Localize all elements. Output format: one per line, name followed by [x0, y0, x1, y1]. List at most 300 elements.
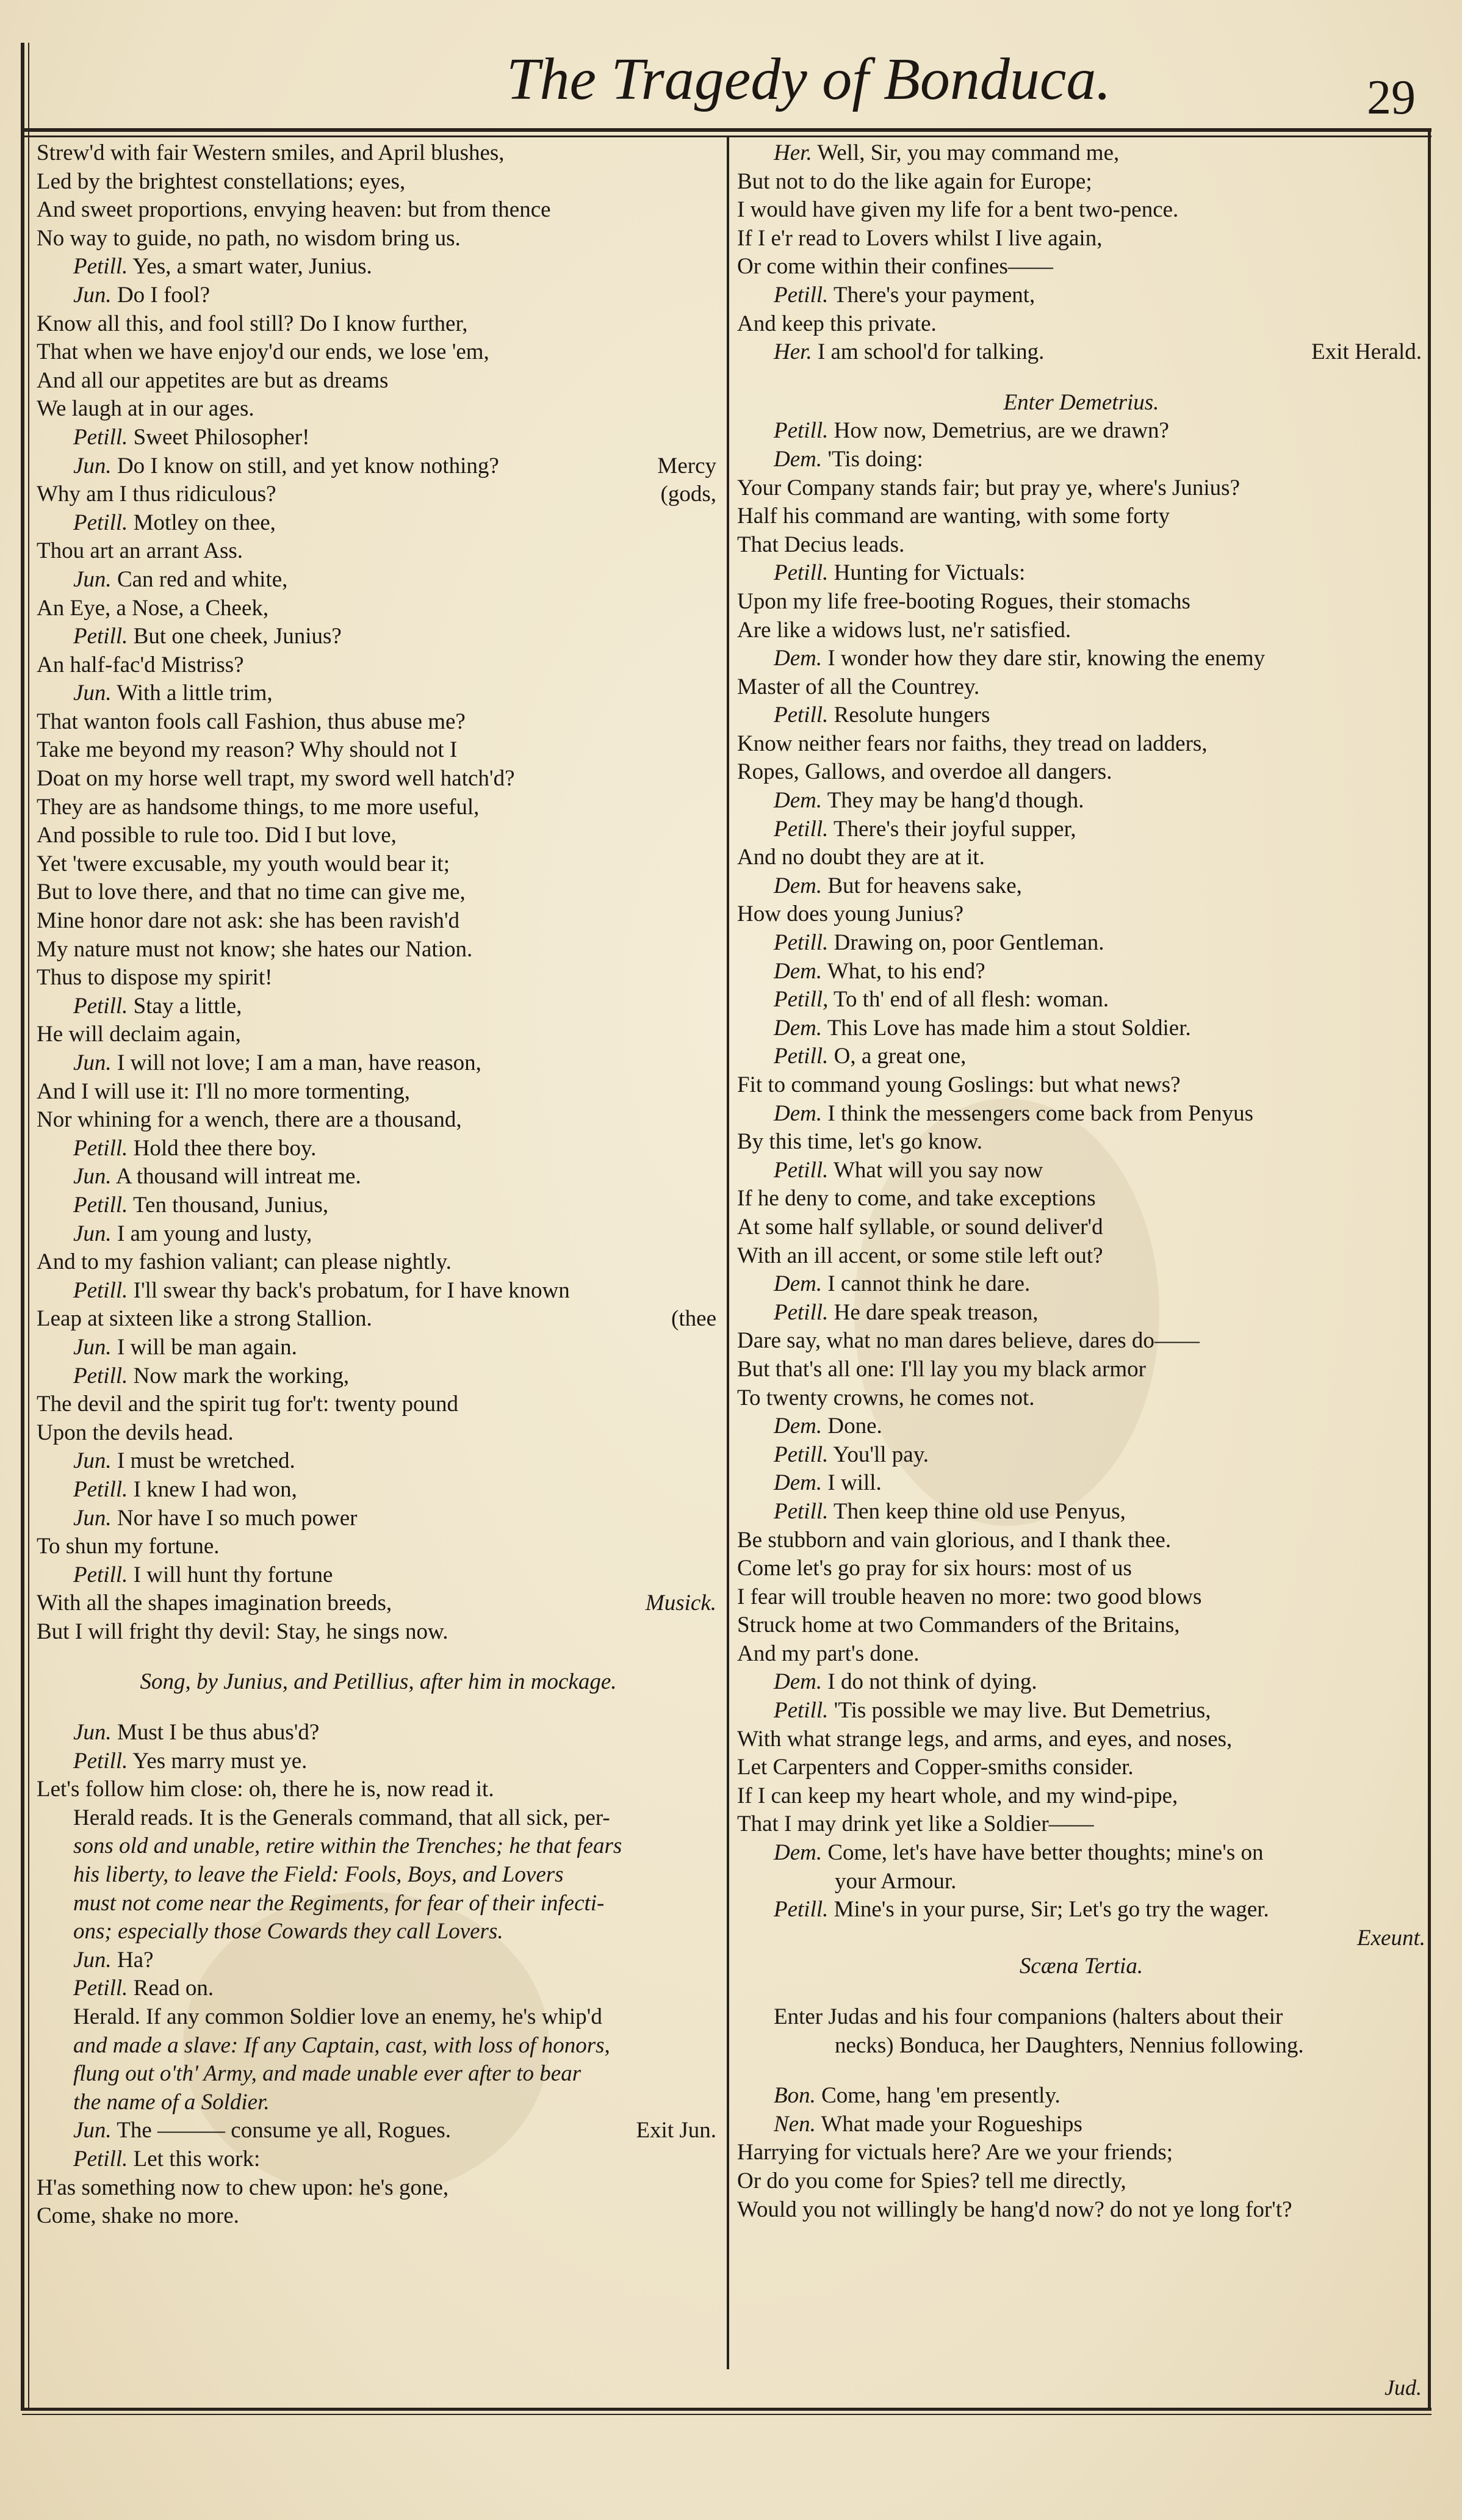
text-line — [737, 281, 1425, 310]
speaker-name: Petill. — [73, 1748, 128, 1774]
speaker-name: Jun. — [73, 453, 112, 478]
speaker-name: Jun. — [73, 1947, 112, 1973]
line-text: I would have given my life for a bent two-pence. — [737, 197, 1179, 223]
line-text: Ten thousand, Junius, — [133, 1192, 329, 1218]
line-text: But to love there, and that no time can give me, — [37, 879, 466, 905]
line-text: Would you not willingly be hang'd now? do not ye long for't? — [737, 2197, 1292, 2222]
text-line — [737, 2139, 1425, 2167]
text-line — [737, 1042, 1425, 1071]
speaker-name: Petill. — [774, 1157, 829, 1183]
text-line — [737, 2110, 1425, 2139]
line-gap — [37, 1697, 720, 1719]
text-line — [737, 758, 1425, 787]
text-line — [37, 1832, 720, 1861]
line-text: To shun my fortune. — [37, 1534, 220, 1559]
text-line — [37, 1861, 720, 1890]
speaker-name: Petill. — [774, 418, 829, 444]
line-text: But for heavens sake, — [827, 873, 1022, 898]
speaker-name: Petill. — [73, 2146, 128, 2172]
text-line — [37, 1719, 720, 1747]
line-text: And keep this private. — [737, 311, 937, 336]
line-text: I will. — [827, 1470, 882, 1496]
speaker-name: Dem. — [774, 958, 823, 984]
text-line — [737, 2167, 1425, 2196]
speaker-name: Jun. — [73, 1448, 112, 1474]
text-line — [37, 2117, 720, 2145]
line-gap — [737, 1981, 1425, 2003]
text-line — [37, 1974, 720, 2003]
line-text: Now mark the working, — [133, 1363, 350, 1388]
line-text: I'll swear thy back's probatum, for I have known — [133, 1277, 570, 1303]
text-line — [37, 1946, 720, 1975]
speaker-name: Jun. — [73, 681, 112, 706]
speaker-name: Petill. — [774, 282, 829, 308]
line-text: Yes marry must ye. — [132, 1748, 308, 1774]
text-line — [37, 623, 720, 651]
text-line — [37, 936, 720, 964]
text-line — [737, 1299, 1425, 1327]
line-text: Yes, a smart water, Junius. — [132, 254, 372, 280]
text-line — [737, 1668, 1425, 1697]
text-line — [737, 815, 1425, 844]
text-line — [37, 1220, 720, 1249]
speaker-name: Dem. — [774, 1840, 823, 1866]
speaker-name: Jun. — [73, 1050, 112, 1075]
text-line — [737, 2196, 1425, 2225]
line-text: And to my fashion valiant; can please nightly. — [37, 1249, 452, 1275]
line-text: My nature must not know; she hates our Nation. — [37, 936, 473, 962]
text-line — [737, 225, 1425, 253]
speaker-name: Dem. — [774, 1669, 823, 1695]
line-text: Nor whining for a wench, there are a thousand, — [37, 1107, 462, 1133]
line-text: Led by the brightest constellations; eyes, — [37, 168, 406, 194]
speaker-name: Dem. — [774, 788, 823, 814]
text-line — [737, 1952, 1425, 1981]
text-line — [37, 1747, 720, 1776]
line-text: And sweet proportions, envying heaven: but from thence — [37, 197, 551, 223]
text-line — [37, 537, 720, 566]
line-text: Know all this, and fool still? Do I know further, — [37, 311, 468, 336]
line-text: I am young and lusty, — [117, 1221, 312, 1246]
text-line — [37, 1504, 720, 1533]
line-text: A thousand will intreat me. — [115, 1164, 361, 1190]
line-text: If I e'r read to Lovers whilst I live again, — [737, 225, 1103, 251]
text-line — [37, 2145, 720, 2174]
line-text: I fear will trouble heaven no more: two good blows — [737, 1584, 1202, 1609]
text-line — [37, 1334, 720, 1362]
line-text: I am school'd for talking. — [817, 339, 1045, 365]
speaker-name: Dem. — [774, 1015, 823, 1041]
line-text: Drawing on, poor Gentleman. — [834, 930, 1104, 956]
text-line — [737, 1498, 1425, 1526]
speaker-name: Petill. — [774, 1299, 829, 1325]
text-line — [737, 1128, 1425, 1157]
text-line — [737, 1640, 1425, 1669]
line-text: Motley on thee, — [133, 510, 276, 535]
text-line — [737, 474, 1425, 503]
line-text: To th' end of all flesh: woman. — [834, 987, 1109, 1013]
line-text: With all the shapes imagination breeds, — [37, 1590, 392, 1616]
line-text: I knew I had won, — [133, 1476, 297, 1502]
speaker-name: Jun. — [73, 2118, 112, 2143]
line-text: Enter Judas and his four companions (halters about their — [774, 2004, 1283, 2029]
speaker-name: Petill. — [774, 1897, 829, 1922]
text-line — [37, 1362, 720, 1391]
line-text: Song, by Junius, and Petillius, after him in mockage. — [140, 1669, 617, 1695]
speaker-name: Jun. — [73, 1720, 112, 1746]
line-text: Resolute hungers — [834, 702, 990, 728]
line-text: I think the messengers come back from Penyus — [827, 1100, 1254, 1126]
text-line — [37, 793, 720, 822]
line-text: Half his command are wanting, with some forty — [737, 504, 1170, 529]
line-text: Let this work: — [133, 2146, 261, 2172]
speaker-name: Jun. — [73, 1221, 112, 1246]
speaker-name: Petill. — [73, 254, 128, 280]
speaker-name: Petill. — [774, 1498, 829, 1524]
text-line — [737, 1839, 1425, 1868]
line-text: Stay a little, — [133, 993, 242, 1019]
text-line — [37, 992, 720, 1021]
text-line — [737, 787, 1425, 815]
text-line — [37, 708, 720, 737]
text-line — [37, 196, 720, 225]
line-text: ons; especially those Cowards they call Lovers. — [73, 1919, 503, 1944]
text-line — [37, 367, 720, 395]
line-text: With an ill accent, or some stile left out? — [737, 1243, 1103, 1268]
line-text: And no doubt they are at it. — [737, 845, 985, 870]
text-line — [37, 2032, 720, 2060]
line-text: Well, Sir, you may command me, — [817, 140, 1120, 165]
line-text: Take me beyond my reason? Why should not I — [37, 737, 458, 763]
right-aside: (gods, — [660, 482, 716, 507]
text-line — [37, 1668, 720, 1697]
line-text: flung out o'th' Army, and made unable ever after to bear — [73, 2061, 582, 2087]
text-line — [37, 1804, 720, 1833]
line-text: Thou art an arrant Ass. — [37, 538, 243, 564]
line-text: Why am I thus ridiculous? — [37, 482, 276, 507]
line-text: Upon the devils head. — [37, 1420, 234, 1445]
text-line — [37, 765, 720, 793]
text-line — [737, 1868, 1425, 1896]
text-line — [737, 1270, 1425, 1299]
line-text: must not come near the Regiments, for fear of their infecti- — [73, 1890, 605, 1916]
text-line — [37, 338, 720, 367]
text-line — [737, 1242, 1425, 1271]
frame-rule-top — [22, 128, 1431, 132]
line-text: Read on. — [133, 1976, 214, 2001]
text-line — [37, 1561, 720, 1590]
line-text: Thus to dispose my spirit! — [37, 965, 273, 991]
text-line — [37, 850, 720, 879]
text-line — [737, 701, 1425, 730]
line-text: To twenty crowns, he comes not. — [737, 1385, 1035, 1410]
text-line — [737, 253, 1425, 281]
text-line — [737, 1100, 1425, 1128]
speaker-name: Jun. — [73, 1505, 112, 1531]
text-line — [737, 1583, 1425, 1612]
line-text: An Eye, a Nose, a Cheek, — [37, 595, 269, 621]
line-text: They are as handsome things, to me more useful, — [37, 794, 480, 820]
frame-rule-left-inner — [28, 43, 29, 2411]
line-text: Know neither fears nor faiths, they tread on ladders, — [737, 731, 1208, 756]
line-text: Herald reads. It is the Generals command, that all sick, per- — [73, 1805, 610, 1830]
text-line — [37, 736, 720, 765]
text-line — [737, 196, 1425, 225]
line-text: Enter Demetrius. — [1003, 389, 1159, 415]
text-line — [37, 1163, 720, 1191]
line-gap — [737, 367, 1425, 389]
line-text: H'as something now to chew upon: he's gone, — [37, 2175, 449, 2200]
text-line — [37, 1390, 720, 1419]
line-text: With what strange legs, and arms, and eyes, and noses, — [737, 1726, 1233, 1752]
text-line — [737, 2082, 1425, 2110]
text-line — [37, 1476, 720, 1504]
line-text: And all our appetites are but as dreams — [37, 367, 389, 393]
text-line — [737, 1157, 1425, 1185]
line-text: sons old and unable, retire within the Trenches; he that fears — [73, 1833, 622, 1859]
line-text: Or do you come for Spies? tell me directly, — [737, 2168, 1126, 2193]
speaker-name: Petill. — [73, 1192, 128, 1218]
text-line — [737, 644, 1425, 673]
speaker-name: Petill. — [73, 424, 128, 450]
speaker-name: Petill. — [73, 993, 128, 1019]
text-line — [37, 1618, 720, 1647]
text-line — [37, 480, 720, 509]
text-line — [737, 616, 1425, 645]
right-column — [737, 139, 1425, 2224]
line-text: Can red and white, — [117, 566, 288, 592]
line-text: At some half syllable, or sound deliver'd — [737, 1214, 1103, 1240]
text-line — [737, 1327, 1425, 1356]
text-line — [737, 559, 1425, 588]
text-line — [37, 964, 720, 992]
text-line — [737, 310, 1425, 339]
text-line — [737, 531, 1425, 560]
text-line — [37, 1305, 720, 1334]
text-line — [37, 225, 720, 253]
speaker-name: Dem. — [774, 1100, 823, 1126]
line-text: How now, Demetrius, are we drawn? — [834, 418, 1169, 444]
text-line — [737, 929, 1425, 958]
speaker-name: Her. — [774, 140, 812, 165]
text-line — [37, 821, 720, 850]
line-text: Harrying for victuals here? Are we your friends; — [737, 2140, 1173, 2165]
frame-rule-bottom-inner — [22, 2414, 1431, 2415]
speaker-name: Petill. — [774, 1698, 829, 1724]
text-line — [737, 1725, 1425, 1754]
speaker-name: Petill. — [73, 1363, 128, 1388]
line-text: Do I know on still, and yet know nothing? — [117, 453, 499, 478]
line-text: Must I be thus abus'd? — [117, 1720, 320, 1746]
line-text: I will hunt thy fortune — [133, 1562, 333, 1587]
text-line — [37, 253, 720, 281]
text-line — [37, 1589, 720, 1618]
right-aside: Musick. — [645, 1590, 716, 1616]
line-text: An half-fac'd Mistriss? — [37, 652, 244, 677]
text-line — [37, 1135, 720, 1163]
line-text: Exeunt. — [1357, 1925, 1425, 1951]
text-line — [737, 1810, 1425, 1839]
line-text: What will you say now — [834, 1157, 1043, 1183]
line-text: No way to guide, no path, no wisdom bring us. — [37, 225, 461, 251]
text-line — [37, 1049, 720, 1078]
line-text: Let's follow him close: oh, there he is, now read it. — [37, 1777, 494, 1802]
line-text: He dare speak treason, — [834, 1299, 1039, 1325]
text-line — [737, 1384, 1425, 1413]
speaker-name: Dem. — [774, 1271, 823, 1297]
line-text: That Decius leads. — [737, 532, 905, 557]
text-line — [37, 1533, 720, 1561]
text-line — [737, 1753, 1425, 1782]
text-line — [37, 452, 720, 481]
speaker-name: Petill. — [73, 1135, 128, 1161]
line-text: Or come within their confines—— — [737, 254, 1053, 280]
right-aside: Exit Herald. — [1311, 339, 1422, 365]
text-line — [737, 1412, 1425, 1441]
right-aside: Exit Jun. — [636, 2118, 716, 2143]
text-line — [37, 1775, 720, 1804]
line-text: That I may drink yet like a Soldier—— — [737, 1811, 1094, 1837]
line-text: With a little trim, — [117, 681, 273, 706]
text-line — [37, 395, 720, 424]
right-aside: Mercy — [657, 453, 716, 478]
line-text: How does young Junius? — [737, 901, 964, 927]
line-text: the name of a Soldier. — [73, 2089, 270, 2115]
line-text: necks) Bonduca, her Daughters, Nennius following. — [835, 2032, 1304, 2058]
line-text: But that's all one: I'll lay you my black armor — [737, 1356, 1146, 1382]
line-text: O, a great one, — [834, 1044, 967, 1069]
line-text: Come, let's have have better thoughts; mine's on — [827, 1840, 1264, 1866]
text-line — [737, 139, 1425, 168]
speaker-name: Petill. — [73, 510, 128, 535]
text-line — [737, 1213, 1425, 1242]
text-line — [737, 900, 1425, 929]
line-text: By this time, let's go know. — [737, 1129, 983, 1155]
speaker-name: Her. — [774, 339, 812, 365]
running-title: The Tragedy of Bonduca. — [506, 46, 1111, 112]
speaker-name: Dem. — [774, 1470, 823, 1496]
text-line — [737, 168, 1425, 197]
line-text: He will declaim again, — [37, 1022, 241, 1047]
speaker-name: Petill, — [774, 987, 829, 1013]
line-text: And I will use it: I'll no more tormenting, — [37, 1078, 410, 1104]
speaker-name: Petill. — [774, 930, 829, 956]
line-text: But not to do the like again for Europe; — [737, 168, 1092, 194]
text-line — [737, 1554, 1425, 1583]
column-divider — [727, 135, 729, 2369]
line-text: Mine's in your purse, Sir; Let's go try the wager. — [834, 1897, 1269, 1922]
line-text: This Love has made him a stout Soldier. — [827, 1015, 1191, 1041]
speaker-name: Petill. — [73, 1277, 128, 1303]
line-text: Come let's go pray for six hours: most of us — [737, 1556, 1132, 1581]
text-line — [37, 1106, 720, 1135]
line-text: If he deny to come, and take exceptions — [737, 1186, 1096, 1211]
text-line — [37, 1020, 720, 1049]
text-line — [737, 1441, 1425, 1470]
line-text: Fit to command young Goslings: but what news? — [737, 1072, 1181, 1097]
speaker-name: Jun. — [73, 1164, 112, 1190]
text-line — [37, 2174, 720, 2203]
text-line — [37, 651, 720, 680]
text-line — [37, 1419, 720, 1448]
speaker-name: Nen. — [774, 2111, 816, 2137]
text-line — [37, 878, 720, 907]
text-line — [37, 139, 720, 168]
line-text: Your Company stands fair; but pray ye, where's Junius? — [737, 475, 1240, 500]
line-text: The ——— consume ye all, Rogues. — [117, 2118, 451, 2143]
text-line — [737, 588, 1425, 616]
text-line — [737, 986, 1425, 1014]
line-text: I will be man again. — [117, 1334, 297, 1360]
text-line — [737, 389, 1425, 417]
text-line — [737, 1697, 1425, 1725]
line-text: Upon my life free-booting Rogues, their stomachs — [737, 588, 1190, 614]
text-line — [737, 872, 1425, 901]
line-text: Do I fool? — [117, 282, 211, 308]
left-column — [37, 139, 720, 2231]
text-line — [737, 446, 1425, 474]
line-gap — [737, 2060, 1425, 2082]
text-line — [737, 673, 1425, 702]
speaker-name: Petill. — [774, 560, 829, 586]
line-text: I do not think of dying. — [827, 1669, 1037, 1695]
catchword: Jud. — [1385, 2375, 1422, 2400]
text-line — [737, 1071, 1425, 1100]
line-text: But one cheek, Junius? — [133, 624, 342, 649]
text-line — [737, 958, 1425, 986]
line-text: and made a slave: If any Captain, cast, with loss of honors, — [73, 2032, 610, 2058]
speaker-name: Dem. — [774, 646, 823, 671]
text-line — [737, 1782, 1425, 1811]
line-text: That when we have enjoy'd our ends, we lose 'em, — [37, 339, 489, 365]
line-text: Hunting for Victuals: — [834, 560, 1026, 586]
speaker-name: Petill. — [73, 1562, 128, 1587]
text-line — [737, 2032, 1425, 2060]
text-line — [37, 281, 720, 310]
speaker-name: Bon. — [774, 2083, 816, 2109]
text-line — [37, 907, 720, 936]
text-line — [737, 1924, 1425, 1953]
text-line — [737, 1526, 1425, 1555]
line-text: Yet 'twere excusable, my youth would bear it; — [37, 851, 450, 876]
line-text: We laugh at in our ages. — [37, 396, 254, 422]
text-line — [37, 310, 720, 339]
text-line — [37, 424, 720, 452]
text-line — [737, 338, 1425, 367]
speaker-name: Petill. — [73, 1976, 128, 2001]
line-text: Dare say, what no man dares believe, dares do—— — [737, 1328, 1200, 1354]
line-text: Done. — [827, 1413, 882, 1439]
speaker-name: Jun. — [73, 1334, 112, 1360]
speaker-name: Petill. — [774, 1442, 829, 1467]
text-line — [737, 730, 1425, 759]
text-line — [737, 1611, 1425, 1640]
speaker-name: Dem. — [774, 873, 823, 898]
line-text: Doat on my horse well trapt, my sword well hatch'd? — [37, 766, 515, 792]
line-text: I cannot think he dare. — [827, 1271, 1031, 1297]
line-text: Come, hang 'em presently. — [821, 2083, 1060, 2109]
line-text: What made your Rogueships — [821, 2111, 1082, 2137]
speaker-name: Dem. — [774, 1413, 823, 1439]
speaker-name: Petill. — [774, 702, 829, 728]
line-text: Come, shake no more. — [37, 2203, 239, 2229]
text-line — [37, 1248, 720, 1277]
line-text: And possible to rule too. Did I but love, — [37, 823, 397, 848]
line-text: There's their joyful supper, — [834, 816, 1076, 842]
line-text: I will not love; I am a man, have reason, — [117, 1050, 481, 1075]
line-text: Sweet Philosopher! — [133, 424, 310, 450]
line-text: If I can keep my heart whole, and my wind-pipe, — [737, 1783, 1178, 1808]
